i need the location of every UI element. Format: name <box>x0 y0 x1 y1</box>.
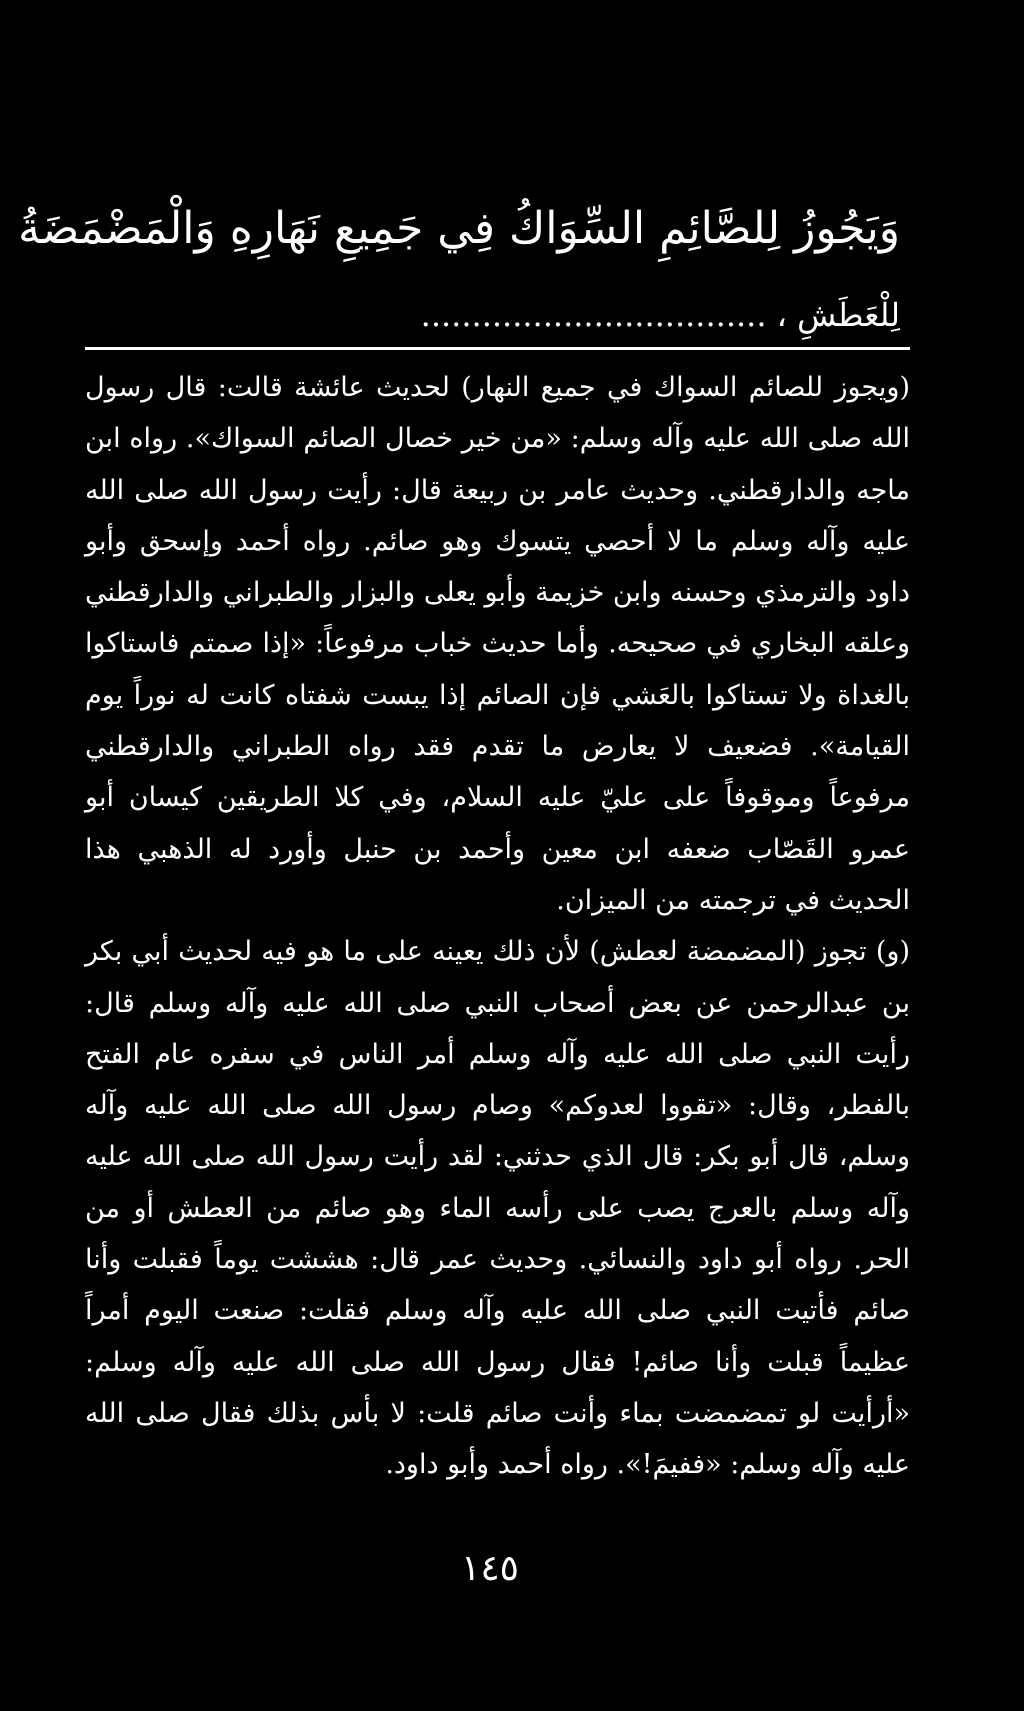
commentary-paragraph-2: (و) تجوز (المضمضة لعطش) لأن ذلك يعينه على ما هو فيه لحديث أبي بكر بن عبدالرحمن عن بعض أصحاب النبي صلى الله عليه وآله وسلم قال: رأيت النبي صلى الله عليه وآله وسلم أمر الناس في سفره عام الفتح بالفطر، وقال: «تقووا لعدوكم» وصام رسول الله صلى الله عليه وآله وسلم، قال أبو بكر: قال الذي حدثني: لقد رأيت رسول الله صلى الله عليه وآله وسلم بالعرج يصب على رأسه الماء وهو صائم من العطش أو من الحر. رواه أبو داود والنسائي. وحديث عمر قال: هششت يوماً فقبلت وأنا صائم فأتيت النبي صلى الله عليه وآله وسلم فقلت: صنعت اليوم أمراً عظيماً قبلت وأنا صائم! فقال رسول الله صلى الله عليه وآله وسلم: «أرأيت لو تمضمضت بماء وأنت صائم قلت: لا بأس بذلك فقال صلى الله عليه وآله وسلم: «ففيمَ!». رواه أحمد وأبو داود. <box>85 936 910 1481</box>
page-number: ١٤٥ <box>460 1548 519 1589</box>
matn-heading <box>18 186 900 358</box>
matn-line-1: وَيَجُوزُ لِلصَّائِمِ السِّوَاكُ فِي جَمِيعِ نَهَارِهِ وَالْمَضْمَضَةُ <box>18 203 900 254</box>
matn-line-2: لِلْعَطَشِ ، .................................. <box>420 296 900 334</box>
commentary-paragraph-1: (ويجوز للصائم السواك في جميع النهار) لحديث عائشة قالت: قال رسول الله صلى الله عليه وآله وسلم: «من خير خصال الصائم السواك». رواه ابن ماجه والدارقطني. وحديث عامر بن ربيعة قال: رأيت رسول الله صلى الله عليه وآله وسلم ما لا أحصي يتسوك وهو صائم. رواه أحمد وإسحق وأبو داود والترمذي وحسنه وابن خزيمة وأبو يعلى والبزار والطبراني والدارقطني وعلقه البخاري في صحيحه. وأما حديث خباب مرفوعاً: «إذا صمتم فاستاكوا بالغداة ولا تستاكوا بالعَشي فإن الصائم إذا يبست شفتاه كانت له نوراً يوم القيامة». فضعيف لا يعارض ما تقدم فقد رواه الطبراني والدارقطني مرفوعاً وموقوفاً على عليّ عليه السلام، وفي كلا الطريقين كيسان أبو عمرو القَصّاب ضعفه ابن معين وأحمد بن حنبل وأورد له الذهبي هذا الحديث في ترجمته من الميزان. <box>85 372 910 916</box>
separator-rule <box>85 347 910 350</box>
commentary-text <box>85 362 910 1491</box>
